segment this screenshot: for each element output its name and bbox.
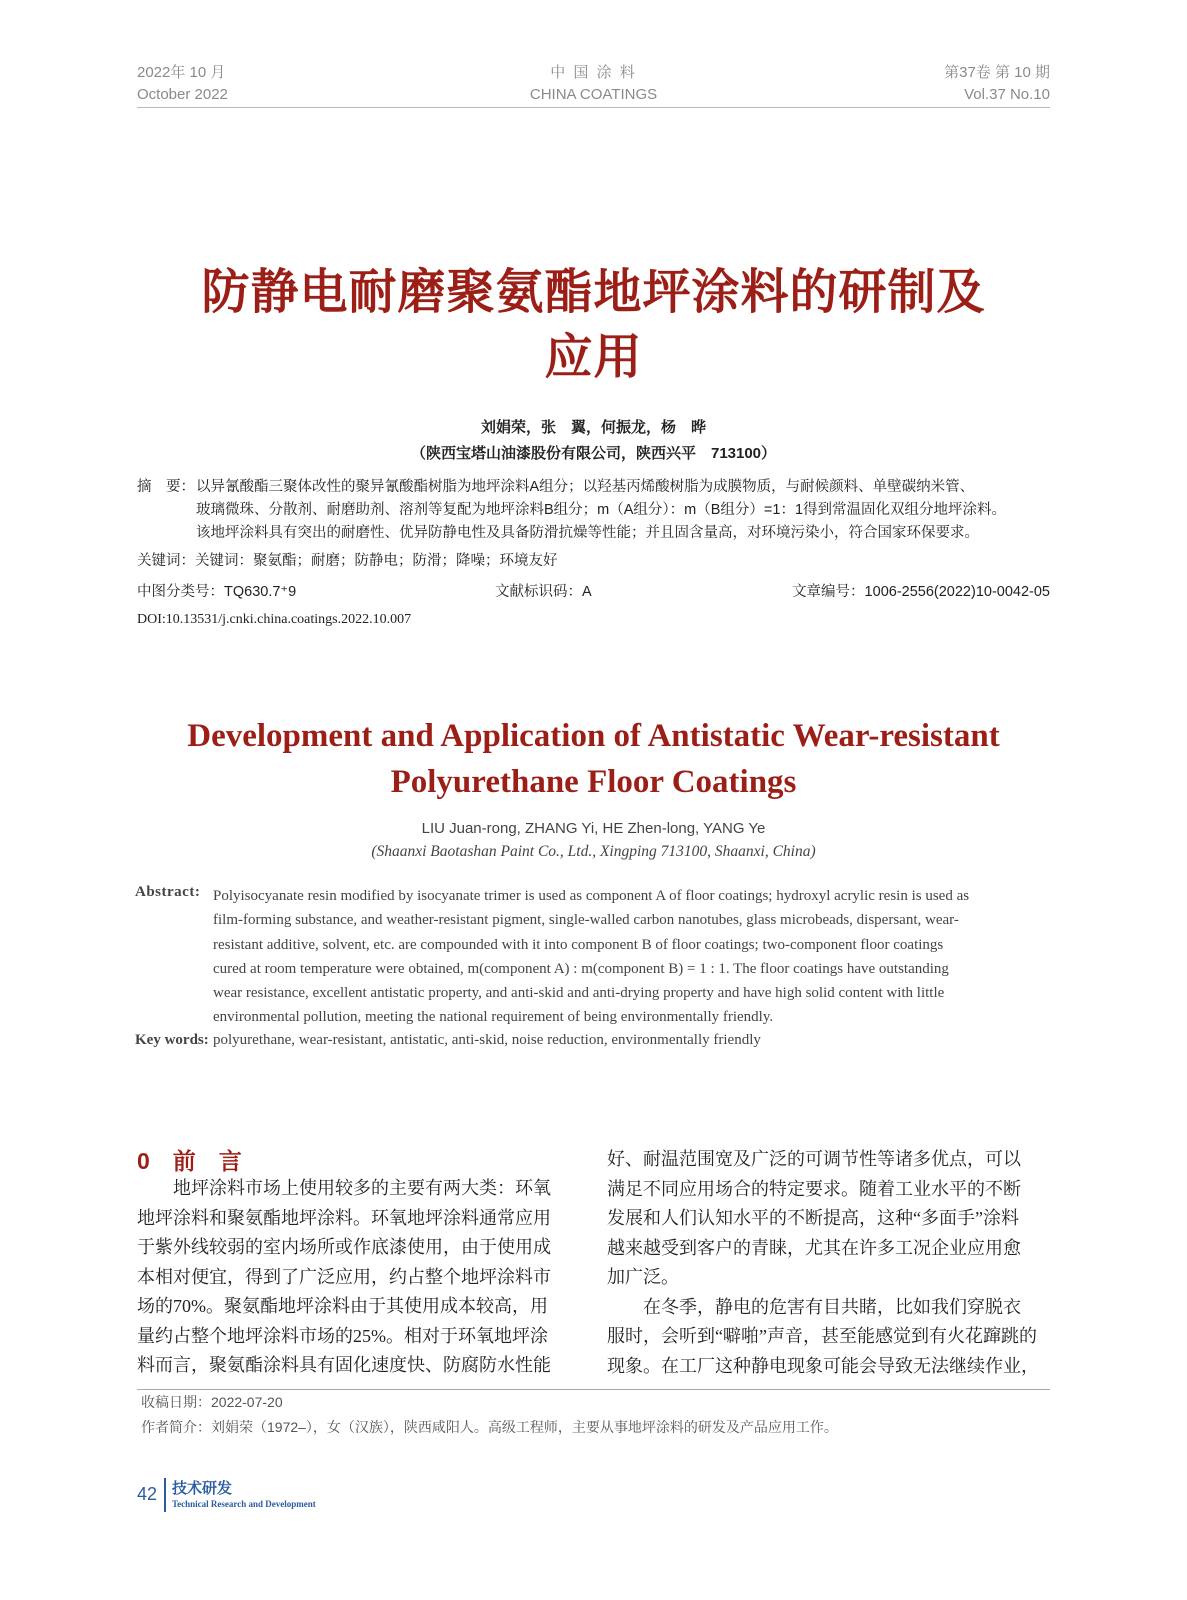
abstract-en-line: Polyisocyanate resin modified by isocyanate trimer is used as component A of floor coatings; hydroxyl acrylic resin is used as xyxy=(213,888,970,904)
page-number: 42 xyxy=(137,1484,158,1504)
body-line: 满足不同应用场合的特定要求。随着工业水平的不断 xyxy=(607,1178,1021,1199)
abstract-en-line: environmental pollution, meeting the national requirement of being environmentally friendly. xyxy=(213,1009,774,1026)
title-en-line: Polyurethane Floor Coatings xyxy=(390,764,797,800)
keywords-en-label: Key words: xyxy=(135,1032,209,1048)
body-line: 发展和人们认知水平的不断提高，这种“多面手”涂料 xyxy=(607,1208,1019,1228)
received-date: 收稿日期：2022-07-20 xyxy=(141,1394,283,1410)
article-number: 文章编号：1006-2556(2022)10-0042-05 xyxy=(792,584,1050,600)
abstract-en-line: film-forming substance, and weather-resistant pigment, single-walled carbon nanotubes, glass microbeads, dispersant, wear- xyxy=(213,912,959,929)
abstract-en-line: wear resistance, excellent antistatic property, and anti-skid and anti-drying property and have high solid content with little xyxy=(213,985,945,1002)
abstract-en-line: cured at room temperature were obtained, m(component A) : m(component B) = 1 : 1. The floor coatings have outstanding xyxy=(213,960,949,977)
body-line: 在冬季，静电的危害有目共睹，比如我们穿脱衣 xyxy=(607,1296,1021,1317)
title-cn-line: 防静电耐磨聚氨酯地坪涂料的研制及 xyxy=(201,266,986,319)
header-date-cn: 2022年 10 月 xyxy=(137,64,226,81)
body-right-column xyxy=(607,1145,1052,1381)
document-code: 文献标识码：A xyxy=(495,584,592,600)
affiliation-cn: （陕西宝塔山油漆股份有限公司，陕西兴平 713100） xyxy=(410,445,777,462)
header-volume xyxy=(944,62,1050,106)
keywords-cn: 关键词：关键词：聚氨酯；耐磨；防静电；防滑；降噪；环境友好 xyxy=(137,553,558,569)
body-line: 越来越受到客户的青睐，尤其在许多工况企业应用愈 xyxy=(607,1237,1021,1258)
body-line: 加广泛。 xyxy=(607,1267,679,1287)
body-line: 量约占整个地坪涂料市场的25%。相对于环氧地坪涂 xyxy=(137,1325,548,1346)
affiliation-en: (Shaanxi Baotashan Paint Co., Ltd., Xingping 713100, Shaanxi, China) xyxy=(371,843,816,860)
authors-en: LIU Juan-rong, ZHANG Yi, HE Zhen-long, YANG Ye xyxy=(421,820,766,837)
doi: DOI:10.13531/j.cnki.china.coatings.2022.10.007 xyxy=(137,612,412,627)
body-line: 料而言，聚氨酯涂料具有固化速度快、防腐防水性能 xyxy=(137,1355,551,1375)
abstract-en-line: resistant additive, solvent, etc. are compounded with it into component B of floor coatings; two-component floor coatings xyxy=(213,936,944,953)
title-cn-line: 应用 xyxy=(544,331,643,384)
footer-section-cn: 技术研发 xyxy=(172,1480,233,1497)
title-cn xyxy=(0,260,1187,390)
body-line: 好、耐温范围宽及广泛的可调节性等诸多优点，可以 xyxy=(607,1149,1021,1169)
journal-name-en: CHINA COATINGS xyxy=(529,86,658,103)
section-heading: 0 前 言 xyxy=(137,1148,242,1174)
classification-code: 中图分类号：TQ630.7⁺9 xyxy=(137,584,297,600)
footer-divider xyxy=(164,1478,166,1512)
footer-section-en: Technical Research and Development xyxy=(172,1499,316,1509)
journal-name-cn: 中 国 涂 料 xyxy=(550,64,637,81)
authors-cn: 刘娟荣，张 翼，何振龙，杨 晔 xyxy=(480,419,706,436)
body-line: 场的70%。聚氨酯地坪涂料由于其使用成本较高，用 xyxy=(137,1296,548,1316)
body-line: 本相对便宜，得到了广泛应用，约占整个地坪涂料市 xyxy=(137,1266,551,1287)
footnote-rule xyxy=(137,1389,1050,1390)
title-en-line: Development and Application of Antistatic Wear-resistant xyxy=(187,718,1000,754)
abstract-en-label: Abstract: xyxy=(135,884,201,900)
abstract-cn-label: 摘 要： xyxy=(137,479,195,495)
abstract-cn xyxy=(196,476,1056,545)
body-left-column xyxy=(137,1174,582,1381)
keywords-en: polyurethane, wear-resistant, antistatic, anti-skid, noise reduction, environmentally friendly xyxy=(213,1032,761,1048)
abstract-cn-line: 该地坪涂料具有突出的耐磨性、优异防静电性及具备防滑抗燥等性能；并且固含量高，对环境污染小，符合国家环保要求。 xyxy=(196,525,979,541)
abstract-en xyxy=(213,884,1050,1030)
abstract-cn-line: 以异氰酸酯三聚体改性的聚异氰酸酯树脂为地坪涂料A组分；以羟基丙烯酸树脂为成膜物质，与耐候颜料、单壁碳纳米管、 xyxy=(196,479,975,495)
header-date-en: October 2022 xyxy=(137,86,228,103)
body-line: 地坪涂料市场上使用较多的主要有两大类：环氧 xyxy=(137,1178,551,1198)
author-bio: 作者简介：刘娟荣（1972–），女（汉族），陕西咸阳人。高级工程师，主要从事地坪涂料的研发及产品应用工作。 xyxy=(141,1419,838,1435)
body-line: 于紫外线较弱的室内场所或作底漆使用，由于使用成 xyxy=(137,1237,551,1257)
volume-cn: 第37卷 第 10 期 xyxy=(944,64,1050,81)
body-line: 现象。在工厂这种静电现象可能会导致无法继续作业， xyxy=(607,1355,1039,1376)
volume-en: Vol.37 No.10 xyxy=(964,86,1050,103)
abstract-cn-line: 玻璃微珠、分散剂、耐磨助剂、溶剂等复配为地坪涂料B组分；m（A组分）：m（B组分）=1：1得到常温固化双组分地坪涂料。 xyxy=(196,502,1007,518)
header-rule xyxy=(137,107,1050,108)
body-line: 服时，会听到“噼啪”声音，甚至能感觉到有火花蹿跳的 xyxy=(607,1326,1037,1346)
title-en xyxy=(0,713,1187,805)
body-line: 地坪涂料和聚氨酯地坪涂料。环氧地坪涂料通常应用 xyxy=(137,1207,551,1228)
